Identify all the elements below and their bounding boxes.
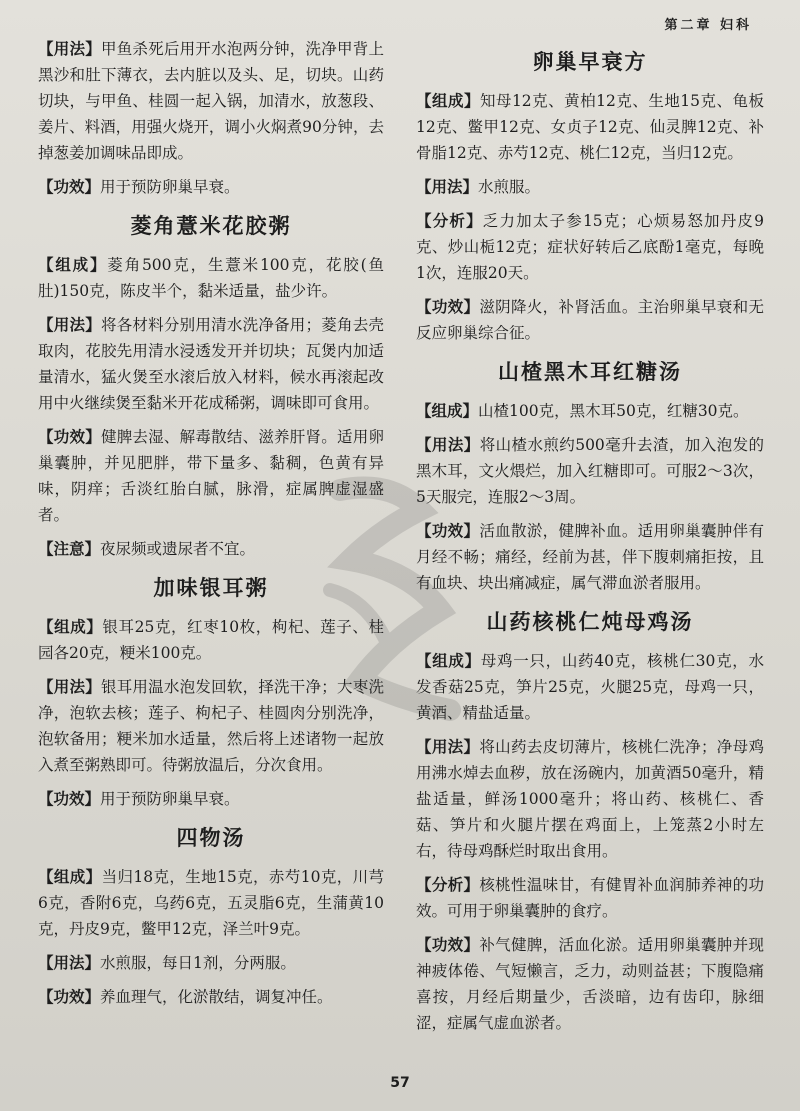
paragraph	[38, 984, 384, 1010]
section-tag: 【功效】	[38, 427, 101, 446]
paragraph-text: 养血理气，化淤散结，调复冲任。	[100, 988, 333, 1006]
paragraph	[38, 864, 384, 942]
paragraph	[416, 294, 764, 346]
paragraph-text: 银耳用温水泡发回软，择洗干净；大枣洗净，泡软去核；莲子、枸杞子、桂圆肉分别洗净，泡软备用；粳米加水适量，然后将上述诸物一起放入煮至粥熟即可。待粥放温后，分次食用。	[38, 678, 384, 774]
recipe-title: 四物汤	[176, 826, 246, 850]
section-tag: 【组成】	[416, 401, 479, 420]
section-tag: 【用法】	[38, 39, 101, 58]
left-column	[38, 36, 384, 1018]
paragraph-text: 核桃性温味甘，有健胃补血润肺养神的功效。可用于卵巢囊肿的食疗。	[416, 876, 764, 920]
section-tag: 【组成】	[38, 617, 103, 636]
paragraph-text: 用于预防卵巢早衰。	[100, 790, 240, 808]
page-number: 57	[390, 1075, 410, 1091]
paragraph-text: 乏力加太子参15克；心烦易怒加丹皮9克、炒山栀12克；症状好转后乙底酚1毫克，每晚1次，连服20天。	[416, 212, 764, 282]
paragraph-text: 水煎服。	[478, 178, 541, 196]
section-tag: 【用法】	[416, 177, 479, 196]
recipe-title: 加味银耳粥	[153, 576, 269, 600]
paragraph	[38, 424, 384, 528]
paragraph	[416, 932, 764, 1036]
paragraph	[38, 614, 384, 666]
paragraph	[38, 252, 384, 304]
paragraph-text: 山楂100克，黑木耳50克，红糖30克。	[478, 402, 749, 420]
section-tag: 【用法】	[38, 315, 101, 334]
paragraph	[38, 950, 384, 976]
paragraph	[416, 398, 764, 424]
section-tag: 【用法】	[38, 677, 101, 696]
recipe-title: 山楂黑木耳红糖汤	[498, 360, 682, 384]
section-tag: 【功效】	[38, 789, 101, 808]
paragraph	[416, 208, 764, 286]
recipe-title: 山药核桃仁炖母鸡汤	[486, 610, 694, 634]
section-tag: 【组成】	[416, 91, 480, 110]
paragraph-text: 水煎服，每日1剂，分两服。	[100, 954, 296, 972]
paragraph-text: 将山药去皮切薄片，核桃仁洗净；净母鸡用沸水焯去血秽，放在汤碗内，加黄酒50毫升，精盐适量，鲜汤1000毫升；将山药、核桃仁、香菇、笋片和火腿片摆在鸡面上，上笼蒸2小时左右，待母鸡酥烂时取出食用。	[416, 738, 764, 860]
paragraph	[416, 432, 764, 510]
paragraph-text: 用于预防卵巢早衰。	[100, 178, 240, 196]
paragraph-text: 将山楂水煎约500毫升去渣，加入泡发的黑木耳，文火煨烂，加入红糖即可。可服2～3次，5天服完，连服2～3周。	[416, 436, 764, 506]
paragraph-text: 银耳25克，红枣10枚，枸杞、莲子、桂园各20克，粳米100克。	[38, 618, 384, 662]
paragraph	[416, 88, 764, 166]
section-tag: 【用法】	[416, 737, 480, 756]
paragraph	[416, 648, 764, 726]
recipe-title: 卵巢早衰方	[532, 50, 648, 74]
section-tag: 【功效】	[416, 297, 480, 316]
recipe-title: 菱角薏米花胶粥	[130, 214, 292, 238]
paragraph-text: 补气健脾，活血化淤。适用卵巢囊肿并现神疲体倦、气短懒言，乏力，动则益甚；下腹隐痛喜按，月经后期量少，舌淡暗，边有齿印，脉细涩，症属气虚血淤者。	[416, 936, 764, 1032]
paragraph-text: 母鸡一只，山药40克，核桃仁30克，水发香菇25克，笋片25克，火腿25克，母鸡一只，黄酒、精盐适量。	[416, 652, 764, 722]
paragraph	[416, 872, 764, 924]
paragraph	[38, 674, 384, 778]
paragraph	[416, 518, 764, 596]
chapter-header: 第二章 妇科	[664, 18, 752, 33]
paragraph-text: 健脾去湿、解毒散结、滋养肝肾。适用卵巢囊肿，并见肥胖，带下量多、黏稠，色黄有异味，阴痒；舌淡红胎白腻，脉滑，症属脾虚湿盛者。	[38, 428, 384, 524]
paragraph	[38, 312, 384, 416]
section-tag: 【用法】	[38, 953, 101, 972]
section-tag: 【组成】	[38, 867, 102, 886]
paragraph-text: 滋阴降火，补肾活血。主治卵巢早衰和无反应卵巢综合征。	[416, 298, 764, 342]
paragraph	[38, 174, 384, 200]
section-tag: 【功效】	[416, 521, 480, 540]
paragraph-text: 将各材料分别用清水洗净备用；菱角去壳取肉，花胶先用清水浸透发开并切块；瓦煲内加适量清水，猛火煲至水滚后放入材料，候水再滚起改用中火继续煲至黏米开花成稀粥，调味即可食用。	[38, 316, 384, 412]
section-tag: 【分析】	[416, 875, 480, 894]
section-tag: 【组成】	[416, 651, 481, 670]
paragraph-text: 活血散淤，健脾补血。适用卵巢囊肿伴有月经不畅；痛经，经前为甚，伴下腹刺痛拒按，且有血块、块出痛减症，属气滞血淤者服用。	[416, 522, 764, 592]
paragraph	[38, 536, 384, 562]
paragraph-text: 夜尿频或遗尿者不宜。	[100, 540, 256, 558]
paragraph	[38, 786, 384, 812]
section-tag: 【功效】	[416, 935, 480, 954]
section-tag: 【组成】	[38, 255, 108, 274]
paragraph	[416, 734, 764, 864]
right-column	[416, 36, 764, 1044]
paragraph	[416, 174, 764, 200]
paragraph-text: 知母12克、黄柏12克、生地15克、龟板12克、鳖甲12克、女贞子12克、仙灵脾12克、补骨脂12克、赤芍12克、桃仁12克，当归12克。	[416, 92, 764, 162]
section-tag: 【功效】	[38, 177, 101, 196]
paragraph-text: 菱角500克，生薏米100克，花胶(鱼肚)150克，陈皮半个，黏米适量，盐少许。	[38, 256, 384, 300]
section-tag: 【用法】	[416, 435, 480, 454]
section-tag: 【分析】	[416, 211, 483, 230]
paragraph	[38, 36, 384, 166]
paragraph-text: 当归18克，生地15克，赤芍10克，川芎6克，香附6克，乌药6克，五灵脂6克，生蒲黄10克，丹皮9克，鳖甲12克，泽兰叶9克。	[38, 868, 384, 938]
section-tag: 【注意】	[38, 539, 101, 558]
section-tag: 【功效】	[38, 987, 101, 1006]
paragraph-text: 甲鱼杀死后用开水泡两分钟，洗净甲背上黑沙和肚下薄衣，去内脏以及头、足，切块。山药切块，与甲鱼、桂圆一起入锅，加清水，放葱段、姜片、料酒，用强火烧开，调小火焖煮90分钟，去掉葱姜加调味品即成。	[38, 40, 384, 162]
